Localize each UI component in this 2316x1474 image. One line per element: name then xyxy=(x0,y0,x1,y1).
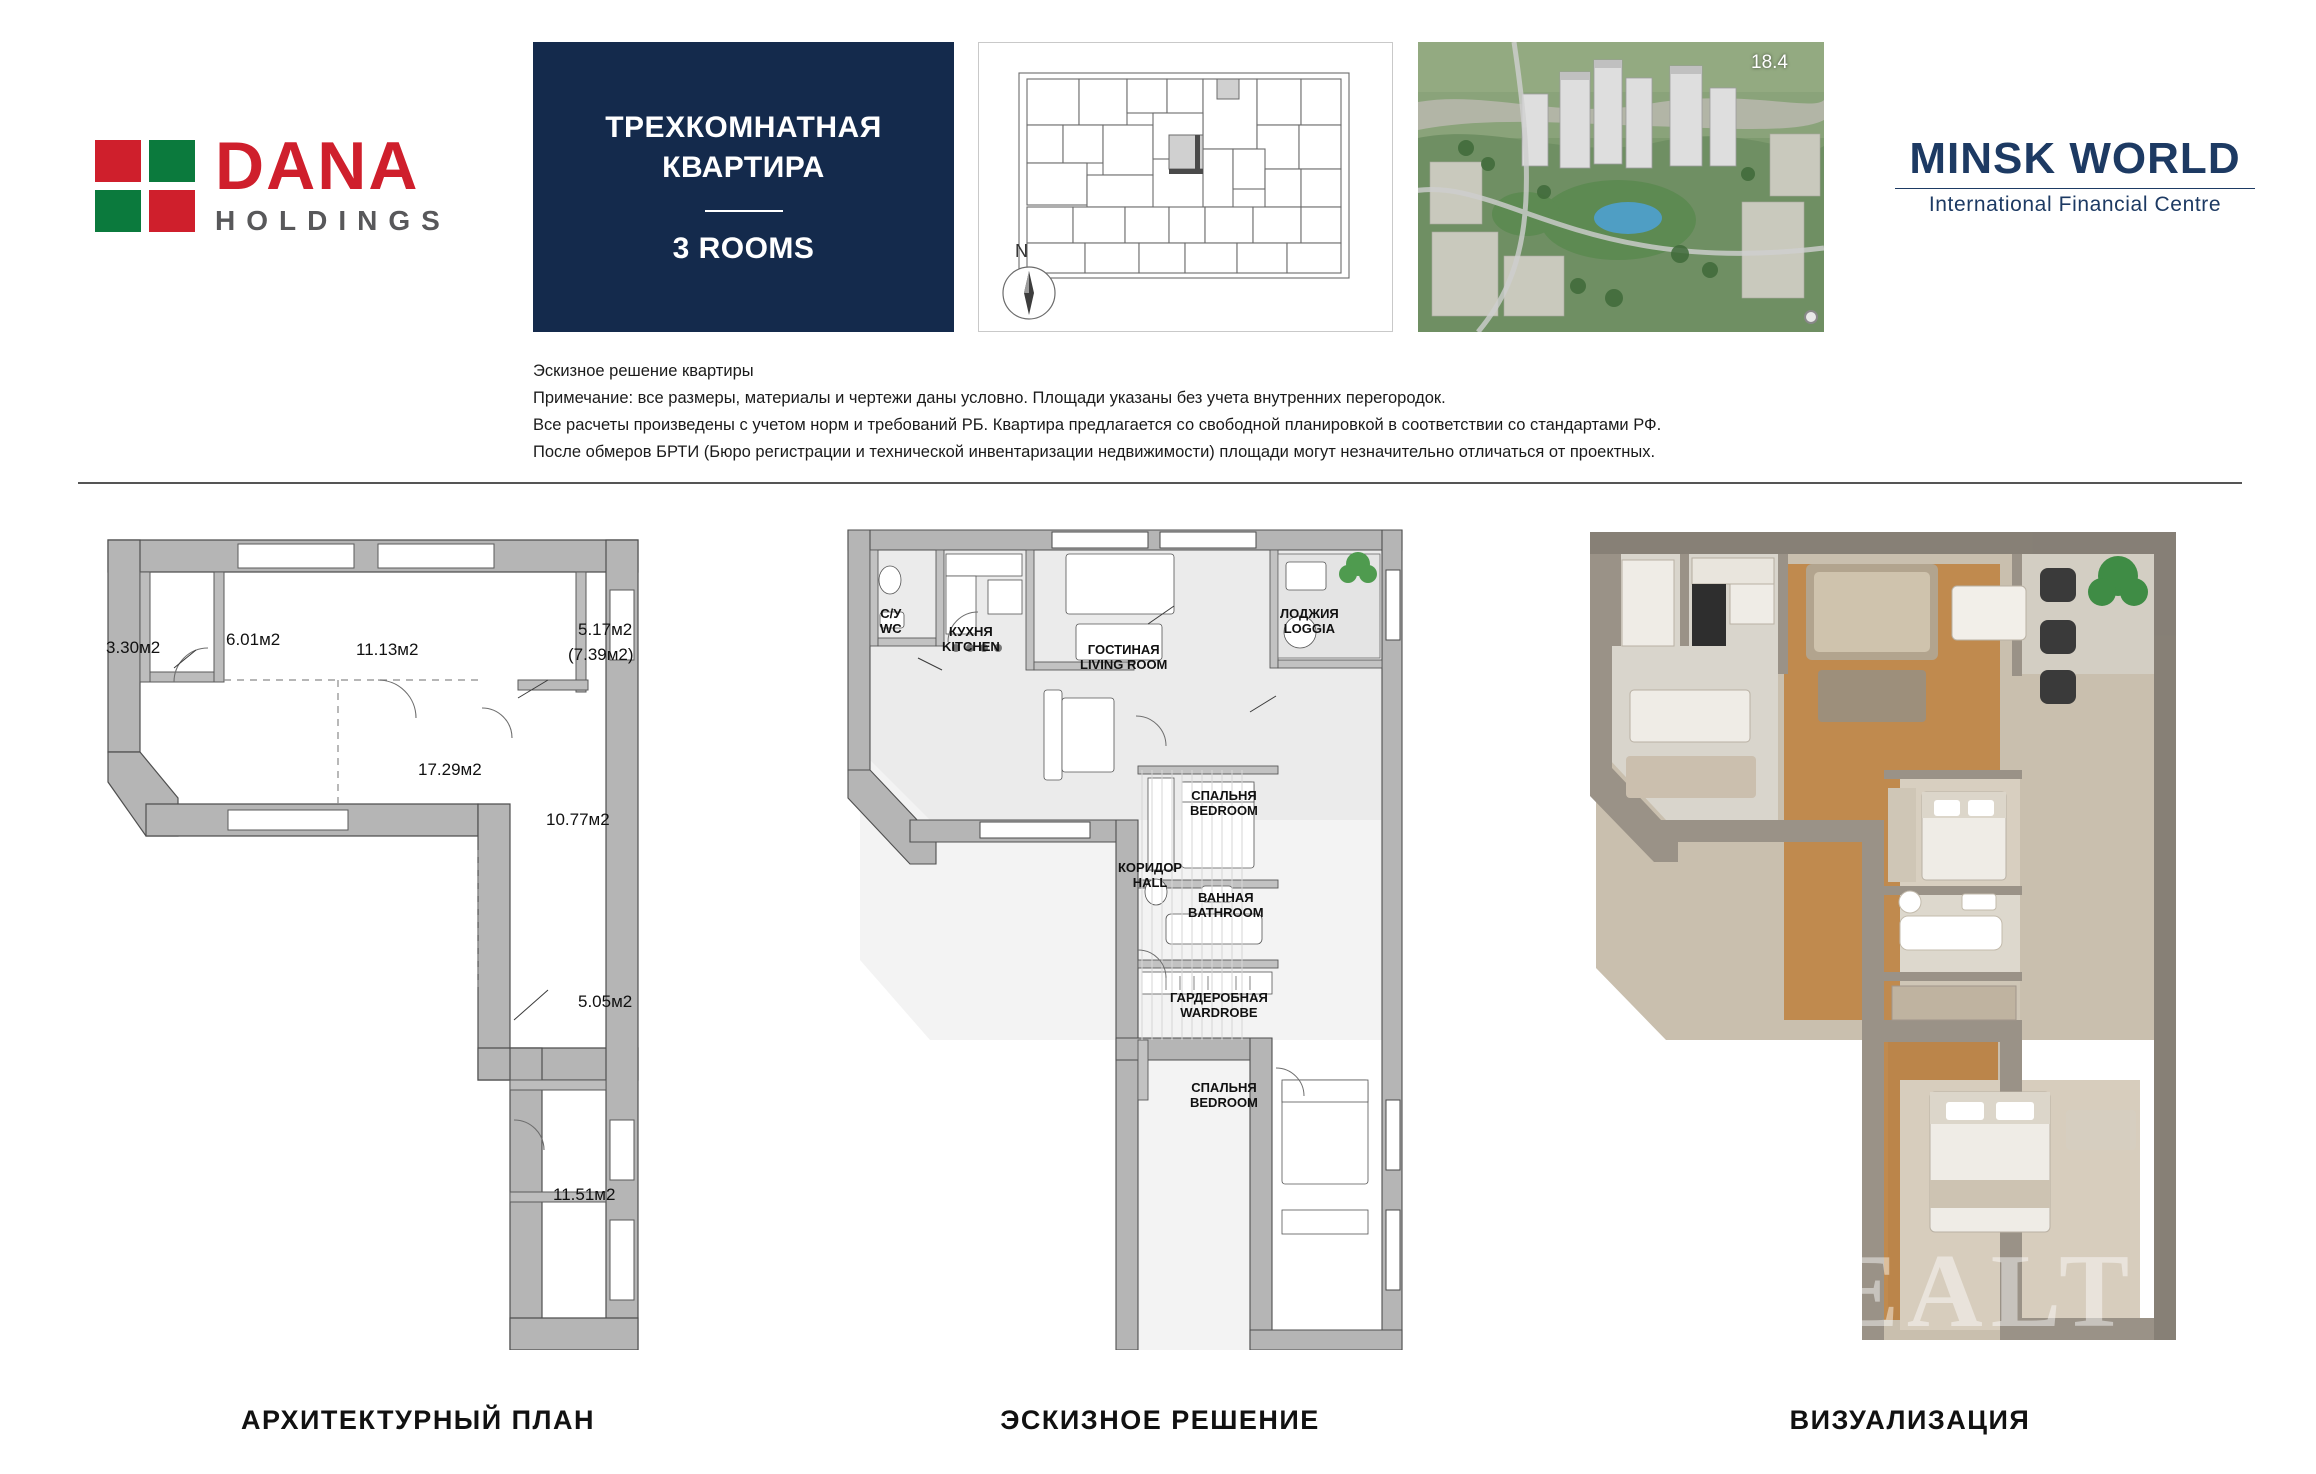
minsk-world-title: MINSK WORLD xyxy=(1909,134,2241,183)
room-label-bedroom-1 xyxy=(1190,788,1258,818)
aerial-location-pin-icon xyxy=(1804,310,1818,324)
room-label-en: WARDROBE xyxy=(1180,1005,1258,1020)
room-label-kitchen xyxy=(942,624,1000,654)
note-line-1: Эскизное решение квартиры xyxy=(533,362,754,380)
title-divider xyxy=(705,210,783,212)
aerial-floor-label: 18.4 xyxy=(1751,52,1788,73)
room-label-en: LOGGIA xyxy=(1283,621,1336,636)
room-label-loggia xyxy=(1280,606,1339,636)
compass-rose-icon xyxy=(1001,241,1057,321)
sketch-plan xyxy=(830,520,1490,1355)
header-divider xyxy=(78,482,2242,484)
aerial-photo-illustration xyxy=(1418,42,1824,332)
area-label: 5.05м2 xyxy=(578,992,633,1011)
building-keyplan xyxy=(978,42,1393,332)
note-line-4: После обмеров БРТИ (Бюро регистрации и технической инвентаризации недвижимости) площади могут незначительно отличаться от проектных. xyxy=(533,443,1656,461)
dana-holdings-logo xyxy=(95,128,485,245)
dana-logo-subtitle: HOLDINGS xyxy=(215,205,451,236)
room-label-en: HALL xyxy=(1132,875,1168,890)
area-label: 11.13м2 xyxy=(356,640,419,659)
area-label: 6.01м2 xyxy=(226,630,281,649)
watermark-realt: REALT xyxy=(1745,1232,2138,1349)
room-label-bedroom-2 xyxy=(1190,1080,1258,1110)
room-label-ru: ВАННАЯ xyxy=(1197,890,1254,905)
area-label: 5.17м2 xyxy=(578,620,633,639)
area-label: 10.77м2 xyxy=(546,810,610,829)
room-label-hall xyxy=(1118,860,1182,890)
visualization-3d-render xyxy=(1570,520,2250,1350)
note-line-2: Примечание: все размеры, материалы и чертежи даны условно. Площади указаны без учета внутренних перегородок. xyxy=(533,389,1446,407)
room-label-ru: СПАЛЬНЯ xyxy=(1191,1080,1257,1095)
minsk-world-subtitle: International Financial Centre xyxy=(1928,193,2222,216)
dana-logo-name: DANA xyxy=(215,128,420,204)
room-label-en: KITCHEN xyxy=(942,639,1000,654)
architectural-plan xyxy=(78,520,758,1355)
minsk-world-divider xyxy=(1895,188,2255,189)
visualization-render xyxy=(1570,520,2250,1355)
room-label-en: WC xyxy=(880,621,902,636)
minsk-world-logo xyxy=(1880,135,2270,217)
caption-architectural-plan: АРХИТЕКТУРНЫЙ ПЛАН xyxy=(240,1405,596,1435)
room-label-ru: ГОСТИНАЯ xyxy=(1087,642,1160,657)
area-label: 17.29м2 xyxy=(418,760,482,779)
room-label-wc xyxy=(880,606,902,636)
dana-logo-squares-icon xyxy=(95,140,201,236)
room-label-bathroom xyxy=(1188,890,1264,920)
area-label: 11.51м2 xyxy=(553,1185,616,1204)
room-label-en: LIVING ROOM xyxy=(1080,657,1168,672)
room-label-en: BEDROOM xyxy=(1190,803,1258,818)
room-label-en: BATHROOM xyxy=(1188,905,1264,920)
aerial-view-photo xyxy=(1418,42,1824,332)
room-label-en: BEDROOM xyxy=(1190,1095,1258,1110)
room-label-ru: С/У xyxy=(880,606,902,621)
apartment-type-title-box xyxy=(533,42,954,332)
caption-visualization: ВИЗУАЛИЗАЦИЯ xyxy=(1789,1405,2031,1435)
room-label-ru: СПАЛЬНЯ xyxy=(1191,788,1257,803)
area-label: (7.39м2) xyxy=(568,645,634,664)
note-line-3: Все расчеты произведены с учетом норм и требований РБ. Квартира предлагается со свободной планировкой в соответствии со стандартами РФ. xyxy=(533,416,1662,434)
room-label-wardrobe xyxy=(1170,990,1268,1020)
room-label-ru: КУХНЯ xyxy=(949,624,993,639)
room-label-living-room xyxy=(1080,642,1167,672)
title-line-en: 3 ROOMS xyxy=(672,232,815,265)
title-line-2: КВАРТИРА xyxy=(662,151,825,184)
notes-block xyxy=(533,360,2033,468)
room-label-ru: ЛОДЖИЯ xyxy=(1280,606,1339,621)
room-label-ru: КОРИДОР xyxy=(1118,860,1183,875)
room-label-ru: ГАРДЕРОБНАЯ xyxy=(1170,990,1268,1005)
caption-sketch-plan: ЭСКИЗНОЕ РЕШЕНИЕ xyxy=(1000,1405,1320,1435)
title-line-1: ТРЕХКОМНАТНАЯ xyxy=(605,111,882,144)
area-label: 3.30м2 xyxy=(106,638,161,657)
compass-north-label: N xyxy=(1015,241,1028,261)
